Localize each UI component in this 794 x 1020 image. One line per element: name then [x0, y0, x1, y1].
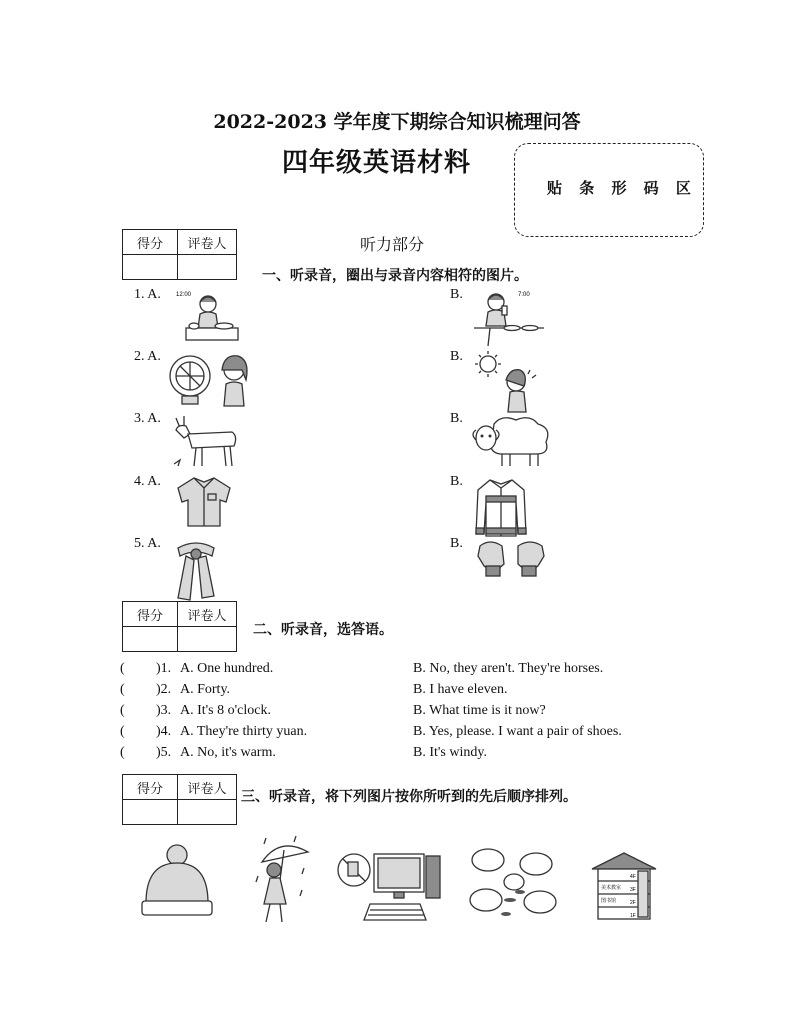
barcode-area — [514, 143, 704, 237]
q5-a-label: 5. A. — [134, 536, 161, 551]
q3-a-label: 3. A. — [134, 411, 161, 426]
section3-heading: 三、听录音，将下列图片按你所听到的先后顺序排列。 — [241, 789, 577, 805]
listening-title: 听力部分 — [360, 235, 425, 254]
score-cell[interactable] — [123, 255, 178, 280]
q2-a-label: 2. A. — [134, 349, 161, 364]
q5-option-a: A. No, it's warm. — [180, 745, 276, 760]
q4-a-picture[interactable] — [176, 476, 232, 528]
grader-cell[interactable] — [178, 800, 237, 825]
q1-number: )1. — [156, 661, 172, 676]
q4-b-label: B. — [450, 474, 463, 489]
q5-b-label: B. — [450, 536, 463, 551]
q5-answer-paren[interactable]: ( — [120, 745, 125, 760]
document-subtitle: 2022-2023 学年度下期综合知识梳理问答 — [213, 111, 581, 133]
q4-option-b: B. Yes, please. I want a pair of shoes. — [413, 724, 622, 739]
room-label-art: 美术教室 — [601, 885, 622, 891]
floor-label-2f: 2F — [630, 900, 636, 906]
q5-number: )5. — [156, 745, 172, 760]
q1-b-label: B. — [450, 287, 463, 302]
q3-a-picture[interactable] — [172, 414, 242, 470]
picture-sheep-flock[interactable] — [466, 846, 560, 922]
score-cell[interactable] — [123, 627, 178, 652]
score-header: 得分 — [123, 775, 178, 800]
floor-label-1f: 1F — [630, 913, 636, 919]
grader-header: 评卷人 — [178, 602, 237, 627]
q1-option-b: B. No, they aren't. They're horses. — [413, 661, 604, 676]
q4-option-a: A. They're thirty yuan. — [180, 724, 308, 739]
grader-cell[interactable] — [178, 627, 237, 652]
grader-cell[interactable] — [178, 255, 237, 280]
q3-answer-paren[interactable]: ( — [120, 703, 125, 718]
q2-option-a: A. Forty. — [180, 682, 231, 697]
score-header: 得分 — [123, 602, 178, 627]
room-label-library: 图书馆 — [601, 898, 617, 904]
score-header: 得分 — [123, 230, 178, 255]
q2-option-b: B. I have eleven. — [413, 682, 508, 697]
q2-b-picture[interactable] — [474, 350, 554, 412]
q1-b-time: 7:00 — [518, 292, 530, 298]
q5-b-picture[interactable] — [474, 538, 548, 582]
picture-hat[interactable] — [138, 843, 216, 917]
grader-header: 评卷人 — [178, 230, 237, 255]
q5-a-picture[interactable] — [172, 538, 222, 600]
q1-a-time: 12:00 — [176, 292, 192, 298]
score-table-3 — [122, 774, 237, 825]
q2-number: )2. — [156, 682, 172, 697]
q2-b-label: B. — [450, 349, 463, 364]
q3-option-a: A. It's 8 o'clock. — [180, 703, 271, 718]
section2-heading: 二、听录音，选答语。 — [253, 622, 393, 638]
q4-a-label: 4. A. — [134, 474, 161, 489]
picture-girl-umbrella[interactable] — [252, 832, 312, 924]
score-cell[interactable] — [123, 800, 178, 825]
picture-computer-no-drinks[interactable] — [336, 850, 442, 924]
q2-answer-paren[interactable]: ( — [120, 682, 125, 697]
q5-option-b: B. It's windy. — [413, 745, 487, 760]
q3-b-picture[interactable] — [472, 414, 552, 470]
section1-heading: 一、听录音，圈出与录音内容相符的图片。 — [262, 268, 528, 284]
q2-a-picture[interactable] — [168, 350, 260, 410]
q1-a-picture[interactable] — [172, 288, 242, 346]
q3-b-label: B. — [450, 411, 463, 426]
score-table-1 — [122, 229, 237, 280]
grader-header: 评卷人 — [178, 775, 237, 800]
floor-label-4f: 4F — [630, 874, 636, 880]
q1-b-picture[interactable] — [474, 288, 544, 346]
barcode-label: 贴 条 形 码 区 — [547, 179, 697, 197]
score-table-2 — [122, 601, 237, 652]
floor-label-3f: 3F — [630, 887, 636, 893]
picture-school-building[interactable] — [588, 851, 660, 921]
q4-number: )4. — [156, 724, 172, 739]
q1-a-label: 1. A. — [134, 287, 161, 302]
q3-option-b: B. What time is it now? — [413, 703, 546, 718]
q3-number: )3. — [156, 703, 172, 718]
q4-answer-paren[interactable]: ( — [120, 724, 125, 739]
q1-answer-paren[interactable]: ( — [120, 661, 125, 676]
q1-option-a: A. One hundred. — [180, 661, 274, 676]
q4-b-picture[interactable] — [474, 476, 528, 540]
document-title: 四年级英语材料 — [282, 148, 472, 178]
